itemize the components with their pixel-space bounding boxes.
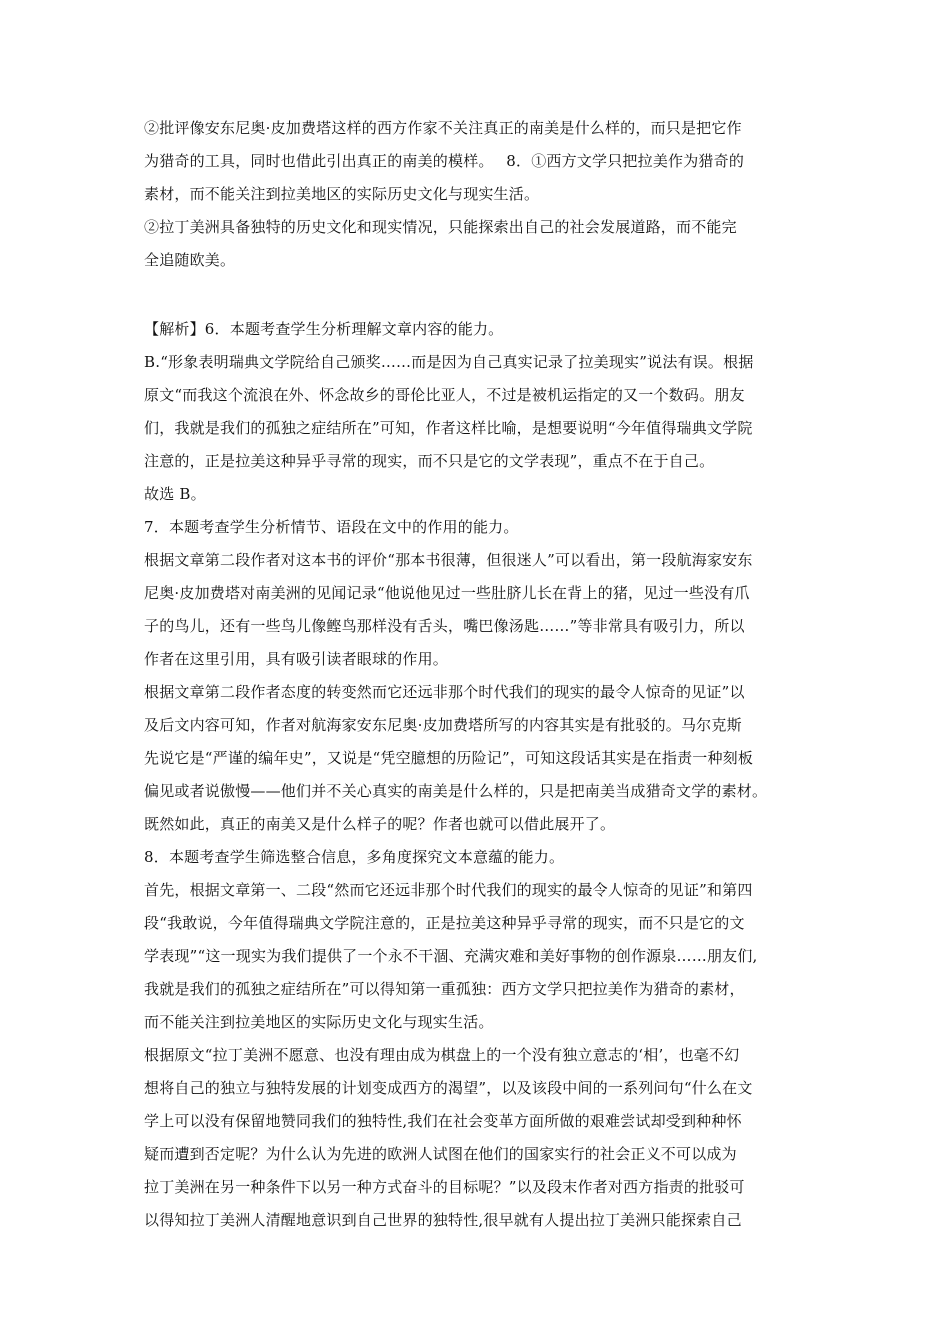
document-body	[144, 112, 814, 1237]
text-line: 而不能关注到拉美地区的实际历史文化与现实生活。	[144, 1013, 494, 1031]
text-line: 段“我敢说，今年值得瑞典文学院注意的，正是拉美这种异乎寻常的现实，而不只是它的文	[144, 914, 745, 932]
text-line: 素材，而不能关注到拉美地区的实际历史文化与现实生活。	[144, 185, 540, 203]
text-line: 根据文章第二段作者态度的转变然而它还远非那个时代我们的现实的最令人惊奇的见证”以	[144, 683, 745, 701]
text-line: 尼奥·皮加费塔对南美洲的见闻记录“他说他见过一些肚脐儿长在背上的猪，见过一些没有爪	[144, 584, 750, 602]
analysis-section	[144, 313, 814, 1237]
text-line: 学表现”“这一现实为我们提供了一个永不干涸、充满灾难和美好事物的创作源泉……朋友们,	[144, 947, 758, 965]
text-line: 先说它是“严谨的编年史”，又说是“凭空臆想的历险记”，可知这段话其实是在指责一种刻板	[144, 749, 754, 767]
text-line: 8．本题考查学生筛选整合信息，多角度探究文本意蕴的能力。	[144, 848, 565, 866]
text-line: 全追随欧美。	[144, 251, 236, 269]
text-line: 根据文章第二段作者对这本书的评价“那本书很薄，但很迷人”可以看出，第一段航海家安东	[144, 551, 753, 569]
text-line: 为猎奇的工具，同时也借此引出真正的南美的模样。 8．①西方文学只把拉美作为猎奇的	[144, 152, 745, 170]
text-line: 既然如此，真正的南美又是什么样子的呢？作者也就可以借此展开了。	[144, 815, 616, 833]
answer-section	[144, 112, 814, 277]
text-line: ②批评像安东尼奥·皮加费塔这样的西方作家不关注真正的南美是什么样的，而只是把它作	[144, 119, 742, 137]
text-line: 根据原文“拉丁美洲不愿意、也没有理由成为棋盘上的一个没有独立意志的‘相’，也毫不幻	[144, 1046, 740, 1064]
text-line: 想将自己的独立与独特发展的计划变成西方的渴望”，以及该段中间的一系列问句“什么在文	[144, 1079, 753, 1097]
text-line: B.“形象表明瑞典文学院给自己颁奖……而是因为自己真实记录了拉美现实”说法有误。根据	[144, 353, 754, 371]
text-line: 故选 B。	[144, 485, 206, 503]
text-line: 注意的，正是拉美这种异乎寻常的现实，而不只是它的文学表现”，重点不在于自己。	[144, 452, 715, 470]
analysis-heading: 【解析】6．本题考查学生分析理解文章内容的能力。	[144, 320, 504, 338]
text-line: 学上可以没有保留地赞同我们的独特性,我们在社会变革方面所做的艰难尝试却受到种种怀	[144, 1112, 742, 1130]
text-line: 以得知拉丁美洲人清醒地意识到自己世界的独特性,很早就有人提出拉丁美洲只能探索自己	[144, 1211, 742, 1229]
text-line: 作者在这里引用，具有吸引读者眼球的作用。	[144, 650, 449, 668]
text-line: 拉丁美洲在另一种条件下以另一种方式奋斗的目标呢？”以及段末作者对西方指责的批驳可	[144, 1178, 745, 1196]
text-line: 原文“而我这个流浪在外、怀念故乡的哥伦比亚人，不过是被机运指定的又一个数码。朋友	[144, 386, 745, 404]
text-line: 子的鸟儿，还有一些鸟儿像鲣鸟那样没有舌头，嘴巴像汤匙……”等非常具有吸引力，所以	[144, 617, 745, 635]
text-line: 及后文内容可知，作者对航海家安东尼奥·皮加费塔所写的内容其实是有批驳的。马尔克斯	[144, 716, 742, 734]
text-line: 们，我就是我们的孤独之症结所在”可知，作者这样比喻，是想要说明“今年值得瑞典文学院	[144, 419, 753, 437]
text-line: 偏见或者说傲慢——他们并不关心真实的南美是什么样的，只是把南美当成猎奇文学的素材。	[144, 782, 768, 800]
text-line: 7．本题考查学生分析情节、语段在文中的作用的能力。	[144, 518, 519, 536]
paragraph-gap	[144, 277, 814, 313]
text-line: 首先，根据文章第一、二段“然而它还远非那个时代我们的现实的最令人惊奇的见证”和第四	[144, 881, 753, 899]
text-line: ②拉丁美洲具备独特的历史文化和现实情况，只能探索出自己的社会发展道路，而不能完	[144, 218, 737, 236]
text-line: 我就是我们的孤独之症结所在”可以得知第一重孤独：西方文学只把拉美作为猎奇的素材，	[144, 980, 745, 998]
text-line: 疑而遭到否定呢？为什么认为先进的欧洲人试图在他们的国家实行的社会正义不可以成为	[144, 1145, 737, 1163]
